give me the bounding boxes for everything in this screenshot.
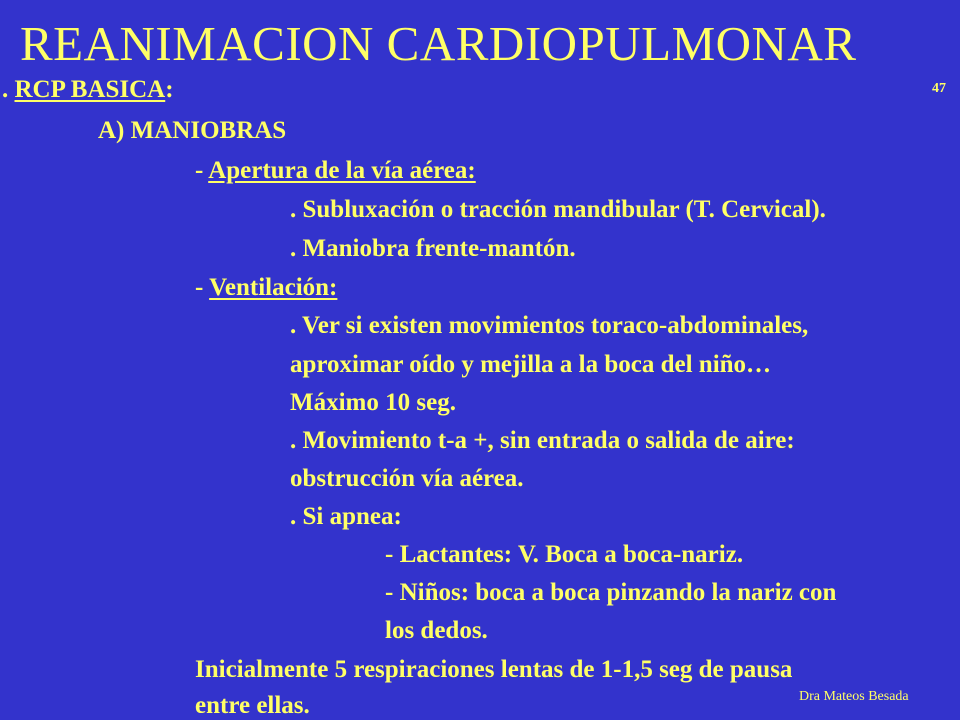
footer-author: Dra Mateos Besada [799,689,909,704]
text-line: - Niños: boca a boca pinzando la nariz con [385,579,837,606]
dash-prefix: - [195,157,209,184]
item-apertura-via-aerea [195,155,476,187]
text-line: - Lactantes: V. Boca a boca-nariz. [385,541,744,568]
text-line: entre ellas. [195,692,310,719]
ventilacion-label: Ventilación: [209,274,338,301]
text-line: obstrucción vía aérea. [290,465,524,492]
text-line: los dedos. [385,617,488,644]
item-ventilacion [195,272,337,304]
text-line: Inicialmente 5 respiraciones lentas de 1-1,5 seg de pausa [195,656,793,683]
apertura-via-aerea-label: Apertura de la vía aérea: [208,157,476,184]
text-line: aproximar oído y mejilla a la boca del niño… [290,351,772,378]
text-line: . Maniobra frente-mantón. [290,235,576,262]
slide-title: REANIMACION CARDIOPULMONAR [20,16,857,71]
subheading-maniobras: A) MANIOBRAS [98,117,287,144]
text-line: . Movimiento t-a +, sin entrada o salida de aire: [290,427,795,454]
text-line: . Si apnea: [290,503,402,530]
bullet-prefix: . [2,76,15,103]
text-line: . Subluxación o tracción mandibular (T. Cervical). [290,196,826,223]
heading-colon: : [165,76,174,103]
dash-prefix: - [195,274,210,301]
rcp-basica-label: RCP BASICA [14,76,166,103]
slide-number: 47 [932,81,946,96]
text-line: Máximo 10 seg. [290,389,456,416]
text-line: . Ver si existen movimientos toraco-abdominales, [290,312,809,339]
section-heading-rcp-basica [2,74,174,106]
